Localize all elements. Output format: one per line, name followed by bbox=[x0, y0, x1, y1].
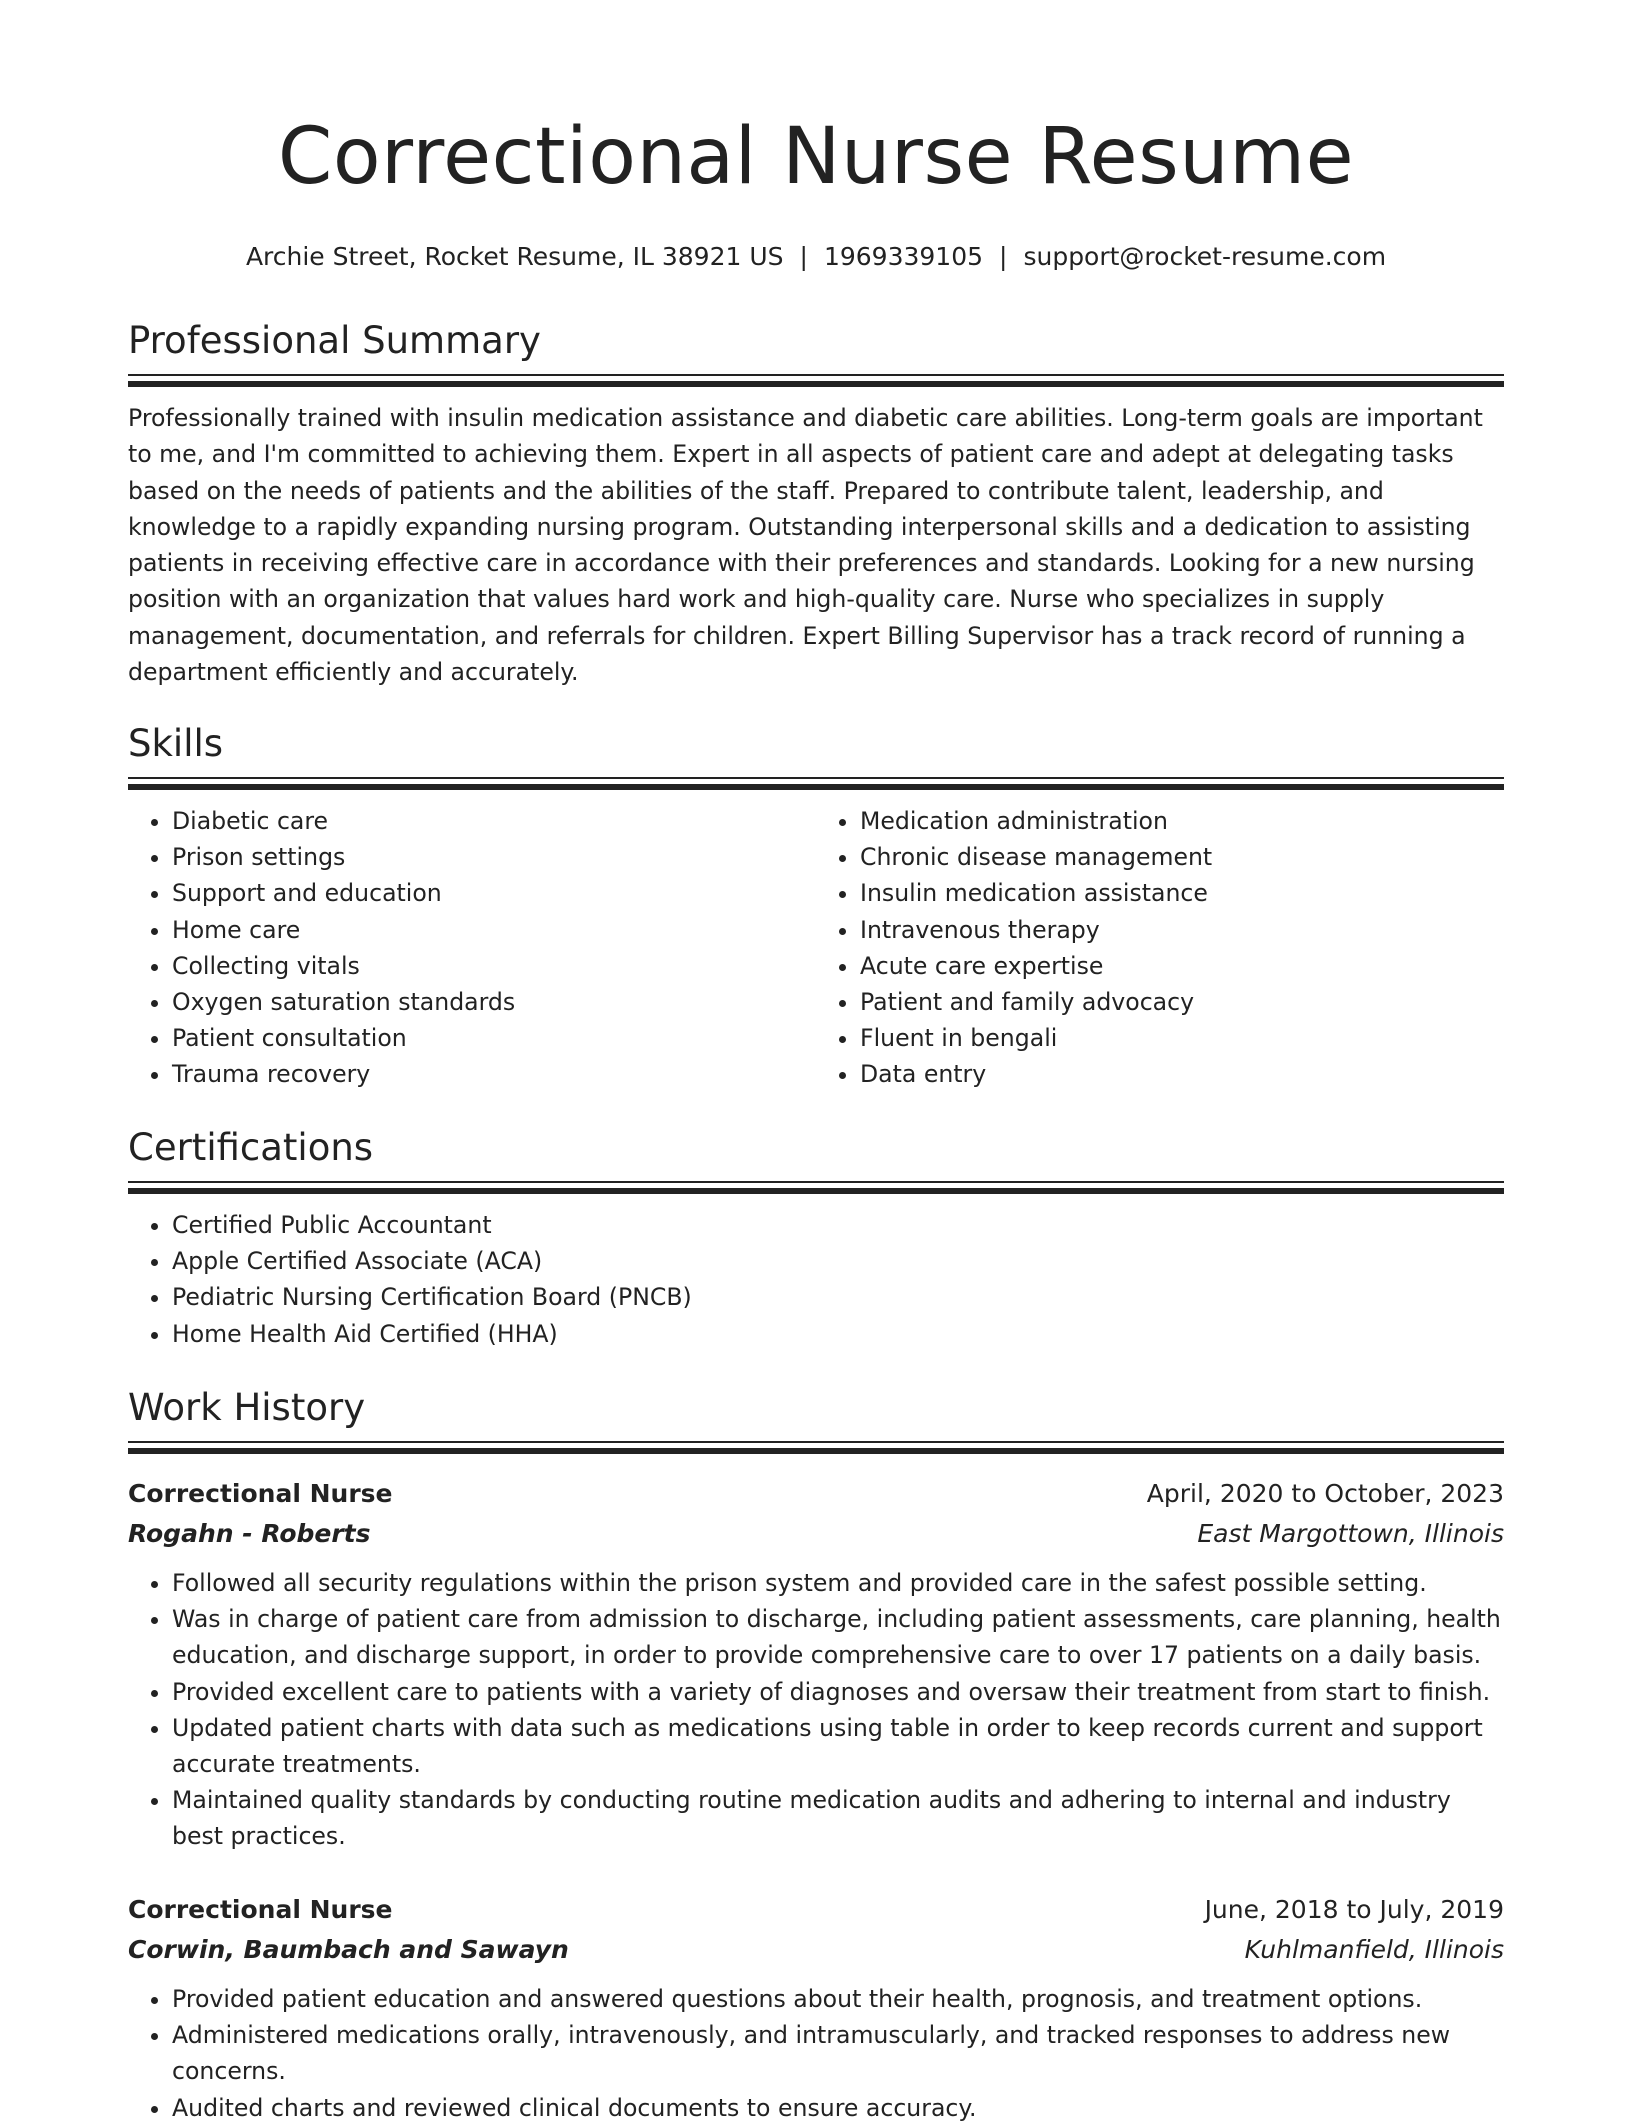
job-location: Kuhlmanfield, Illinois bbox=[1244, 1935, 1504, 1964]
work-history-section bbox=[128, 1385, 1504, 1455]
skill-item: • Collecting vitals bbox=[172, 948, 816, 984]
job-entry bbox=[128, 1890, 1504, 2126]
skill-item: • Patient and family advocacy bbox=[860, 984, 1504, 1020]
job-duty: • Maintained quality standards by conducting routine medication audits and adhering to internal and industry best practices. bbox=[172, 1782, 1504, 1854]
certification-item: • Apple Certified Associate (ACA) bbox=[172, 1243, 1504, 1279]
skills-list-left bbox=[128, 803, 816, 1093]
job-dates: April, 2020 to October, 2023 bbox=[1146, 1479, 1504, 1508]
contact-phone: 1969339105 bbox=[823, 242, 984, 271]
skill-item: • Home care bbox=[172, 912, 816, 948]
job-duties-list bbox=[128, 1565, 1504, 1855]
certification-item: • Home Health Aid Certified (HHA) bbox=[172, 1316, 1504, 1352]
job-duty: • Updated patient charts with data such as medications using table in order to keep records current and support accurate treatments. bbox=[172, 1710, 1504, 1782]
job-duty: • Followed all security regulations within the prison system and provided care in the safest possible setting. bbox=[172, 1565, 1504, 1601]
contact-email: support@rocket-resume.com bbox=[1023, 242, 1387, 271]
section-divider bbox=[128, 1441, 1504, 1455]
contact-address: Archie Street, Rocket Resume, IL 38921 US bbox=[245, 242, 784, 271]
job-entry bbox=[128, 1474, 1504, 1855]
job-title: Correctional Nurse bbox=[128, 1895, 393, 1924]
skill-item: • Patient consultation bbox=[172, 1020, 816, 1056]
skill-item: • Prison settings bbox=[172, 839, 816, 875]
skill-item: • Intravenous therapy bbox=[860, 912, 1504, 948]
job-duty: • Was in charge of patient care from admission to discharge, including patient assessments, care planning, health education, and discharge support, in order to provide comprehensive care to over 17 patients on a daily basis. bbox=[172, 1601, 1504, 1673]
contact-separator: | bbox=[799, 242, 808, 271]
job-employer: Rogahn - Roberts bbox=[128, 1519, 371, 1548]
summary-text: Professionally trained with insulin medication assistance and diabetic care abilities. Long-term goals are important to me, and I'm committed to achieving them. Expert in all aspects of patient care and adept at delegating tasks based on the needs of patients and the abilities of the staff. Prepared to contribute talent, leadership, and knowledge to a rapidly expanding nursing program. Outstanding interpersonal skills and a dedication to assisting patients in receiving effective care in accordance with their preferences and standards. Looking for a new nursing position with an organization that values hard work and high-quality care. Nurse who specializes in supply management, documentation, and referrals for children. Expert Billing Supervisor has a track record of running a department efficiently and accurately. bbox=[128, 404, 1483, 687]
skill-item: • Acute care expertise bbox=[860, 948, 1504, 984]
job-location: East Margottown, Illinois bbox=[1197, 1519, 1504, 1548]
certifications-section bbox=[128, 1125, 1504, 1352]
job-duties-list bbox=[128, 1981, 1504, 2126]
summary-section bbox=[128, 318, 1504, 690]
job-dates: June, 2018 to July, 2019 bbox=[1204, 1895, 1504, 1924]
skill-item: • Chronic disease management bbox=[860, 839, 1504, 875]
resume-title: Correctional Nurse Resume bbox=[277, 112, 1355, 202]
job-duty: • Administered medications orally, intravenously, and intramuscularly, and tracked responses to address new concerns. bbox=[172, 2017, 1504, 2089]
skills-section bbox=[128, 721, 1504, 1093]
contact-line bbox=[128, 240, 1504, 274]
certifications-list bbox=[128, 1207, 1504, 1352]
section-heading: Work History bbox=[128, 1386, 366, 1429]
section-heading: Skills bbox=[128, 722, 224, 765]
job-employer: Corwin, Baumbach and Sawayn bbox=[128, 1935, 569, 1964]
skill-item: • Medication administration bbox=[860, 803, 1504, 839]
job-duty: • Audited charts and reviewed clinical documents to ensure accuracy. bbox=[172, 2090, 1504, 2126]
skill-item: • Support and education bbox=[172, 875, 816, 911]
skills-list-right bbox=[816, 803, 1504, 1093]
section-divider bbox=[128, 777, 1504, 791]
section-heading: Certifications bbox=[128, 1126, 374, 1169]
certification-item: • Certified Public Accountant bbox=[172, 1207, 1504, 1243]
skill-item: • Trauma recovery bbox=[172, 1056, 816, 1092]
contact-separator: | bbox=[999, 242, 1008, 271]
section-divider bbox=[128, 374, 1504, 388]
job-duty: • Provided excellent care to patients with a variety of diagnoses and oversaw their treatment from start to finish. bbox=[172, 1674, 1504, 1710]
job-title: Correctional Nurse bbox=[128, 1479, 393, 1508]
section-heading: Professional Summary bbox=[128, 319, 541, 362]
skill-item: • Data entry bbox=[860, 1056, 1504, 1092]
skill-item: • Diabetic care bbox=[172, 803, 816, 839]
skill-item: • Fluent in bengali bbox=[860, 1020, 1504, 1056]
job-duty: • Provided patient education and answered questions about their health, prognosis, and treatment options. bbox=[172, 1981, 1504, 2017]
skill-item: • Insulin medication assistance bbox=[860, 875, 1504, 911]
skill-item: • Oxygen saturation standards bbox=[172, 984, 816, 1020]
section-divider bbox=[128, 1181, 1504, 1195]
certification-item: • Pediatric Nursing Certification Board (PNCB) bbox=[172, 1279, 1504, 1315]
